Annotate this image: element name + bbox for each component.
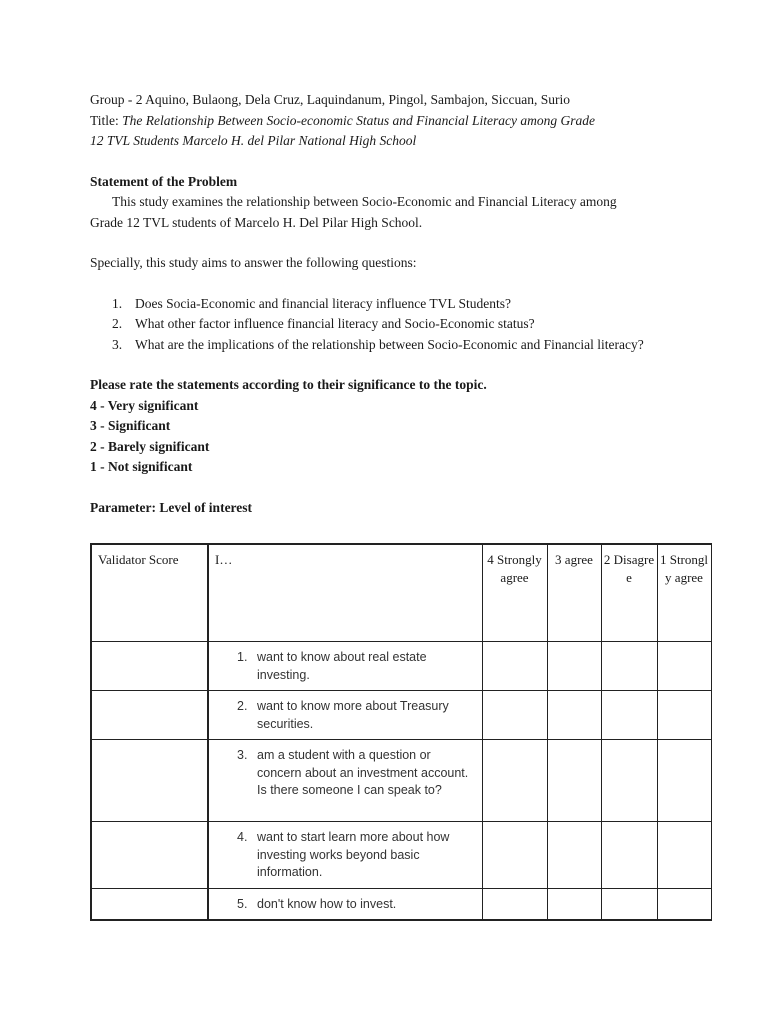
list-item: 1. Does Socia-Economic and financial literacy influence TVL Students? (112, 295, 511, 311)
statement-text: 4. want to start learn more about how investing works beyond basic information. (237, 830, 450, 879)
title-label: Title: (90, 112, 119, 128)
table-row (91, 642, 711, 691)
scale-item-1: 1 - Not significant (90, 459, 193, 474)
rating-table (90, 543, 712, 921)
scale-item-2: 2 - Barely significant (90, 438, 210, 454)
validator-score-cell[interactable] (91, 740, 208, 822)
table-row (91, 691, 711, 740)
title-line-2: 12 TVL Students Marcelo H. del Pilar National High School (90, 133, 417, 148)
rating-cell-2[interactable] (601, 691, 657, 740)
title-line-1 (90, 111, 710, 132)
rating-cell-2[interactable] (601, 888, 657, 920)
rating-cell-1[interactable] (657, 822, 711, 889)
questions-intro: Specially, this study aims to answer the following questions: (90, 255, 417, 270)
questions-list (90, 294, 710, 356)
rating-cell-1[interactable] (657, 691, 711, 740)
validator-score-cell[interactable] (91, 642, 208, 691)
rating-cell-2[interactable] (601, 740, 657, 822)
list-item: 3. What are the implications of the relationship between Socio-Economic and Financial literacy? (112, 336, 644, 352)
validator-score-cell[interactable] (91, 822, 208, 889)
problem-heading: Statement of the Problem (90, 173, 238, 189)
table-header-row (91, 544, 711, 642)
validator-score-cell[interactable] (91, 691, 208, 740)
problem-paragraph-line-2: Grade 12 TVL students of Marcelo H. Del Pilar High School. (90, 214, 423, 230)
header-agree: 3 agree (547, 544, 601, 642)
statement-text: 2. want to know more about Treasury securities. (237, 699, 449, 731)
rating-cell-1[interactable] (657, 642, 711, 691)
header-disagree: 2 Disagree (601, 544, 657, 642)
scale-item-3: 3 - Significant (90, 418, 171, 433)
header-validator-score: Validator Score (91, 544, 208, 642)
rating-cell-2[interactable] (601, 822, 657, 889)
rating-cell-4[interactable] (482, 740, 547, 822)
rating-cell-4[interactable] (482, 642, 547, 691)
validator-score-cell[interactable] (91, 888, 208, 920)
header-strongly-agree: 4 Strongly agree (482, 544, 547, 642)
group-members: Group - 2 Aquino, Bulaong, Dela Cruz, Laquindanum, Pingol, Sambajon, Siccuan, Surio (90, 92, 570, 107)
parameter-label: Parameter: Level of interest (90, 499, 253, 515)
statement-text: 3. am a student with a question or concern about an investment account. Is there someone I can speak to? (237, 748, 469, 797)
rating-cell-1[interactable] (657, 740, 711, 822)
table-row (91, 822, 711, 889)
problem-paragraph-line-1: This study examines the relationship between Socio-Economic and Financial Literacy among (112, 194, 617, 209)
rating-instruction: Please rate the statements according to their significance to the topic. (90, 377, 487, 392)
table-row (91, 740, 711, 822)
rating-cell-3[interactable] (547, 691, 601, 740)
title-text-1: The Relationship Between Socio-economic Status and Financial Literacy among Grade (122, 112, 595, 128)
header-strongly-agree-1: 1 Strongly agree (657, 544, 711, 642)
rating-cell-4[interactable] (482, 691, 547, 740)
scale-item-4: 4 - Very significant (90, 397, 199, 413)
rating-cell-1[interactable] (657, 888, 711, 920)
header-statement: I… (208, 544, 482, 642)
table-row (91, 888, 711, 920)
rating-cell-2[interactable] (601, 642, 657, 691)
rating-cell-4[interactable] (482, 888, 547, 920)
rating-cell-4[interactable] (482, 822, 547, 889)
rating-cell-3[interactable] (547, 740, 601, 822)
rating-cell-3[interactable] (547, 642, 601, 691)
rating-cell-3[interactable] (547, 822, 601, 889)
rating-cell-3[interactable] (547, 888, 601, 920)
list-item: 2. What other factor influence financial literacy and Socio-Economic status? (112, 316, 535, 331)
document-page (90, 90, 710, 518)
statement-text: 5. don't know how to invest. (237, 896, 397, 911)
statement-text: 1. want to know about real estate investing. (237, 650, 427, 682)
